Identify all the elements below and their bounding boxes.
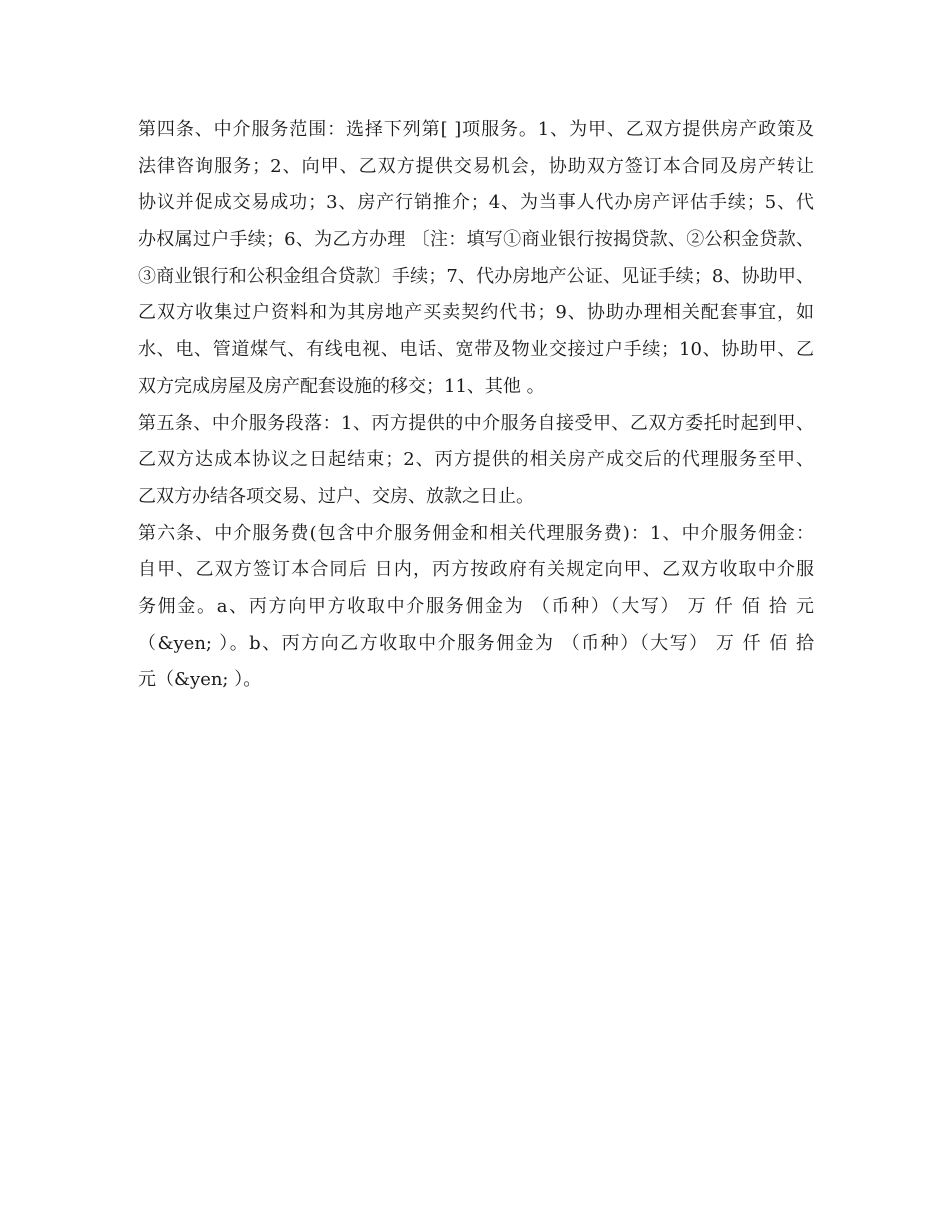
text-line: 乙双方达成本协议之日起结束；2、丙方提供的相关房产成交后的代理服务至甲、: [138, 449, 814, 471]
text-line: 第六条、中介服务费(包含中介服务佣金和相关代理服务费)：1、中介服务佣金：: [138, 522, 814, 544]
text-line: ③商业银行和公积金组合贷款〕手续；7、代办房地产公证、见证手续；8、协助甲、: [138, 265, 814, 287]
text-line: 乙双方办结各项交易、过户、交房、放款之日止。: [138, 485, 534, 507]
text-line: 元（&yen; ）。: [138, 669, 262, 691]
text-line: 协议并促成交易成功；3、房产行销推介；4、为当事人代办房产评估手续；5、代: [138, 192, 814, 214]
text-line: 双方完成房屋及房产配套设施的移交；11、其他 。: [138, 375, 545, 397]
text-line: 第五条、中介服务段落：1、丙方提供的中介服务自接受甲、乙双方委托时起到甲、: [138, 412, 814, 434]
text-line: 办权属过户手续；6、为乙方办理 〔注：填写①商业银行按揭贷款、②公积金贷款、: [138, 229, 814, 251]
contract-text: [138, 112, 814, 699]
text-line: 务佣金。a、丙方向甲方收取中介服务佣金为 （币种）（大写） 万 仟 佰 拾 元: [138, 595, 814, 617]
text-line: （&yen; ）。b、丙方向乙方收取中介服务佣金为 （币种）（大写） 万 仟 佰 拾: [138, 632, 814, 654]
text-line: 自甲、乙双方签订本合同后 日内，丙方按政府有关规定向甲、乙双方收取中介服: [138, 559, 814, 581]
text-line: 第四条、中介服务范围：选择下列第[ ]项服务。1、为甲、乙双方提供房产政策及: [138, 119, 814, 140]
text-line: 水、电、管道煤气、有线电视、电话、宽带及物业交接过户手续；10、协助甲、乙: [138, 339, 814, 361]
text-line: 法律咨询服务；2、向甲、乙双方提供交易机会，协助双方签订本合同及房产转让: [138, 155, 814, 177]
text-line: 乙双方收集过户资料和为其房地产买卖契约代书；9、协助办理相关配套事宜，如: [138, 302, 814, 324]
